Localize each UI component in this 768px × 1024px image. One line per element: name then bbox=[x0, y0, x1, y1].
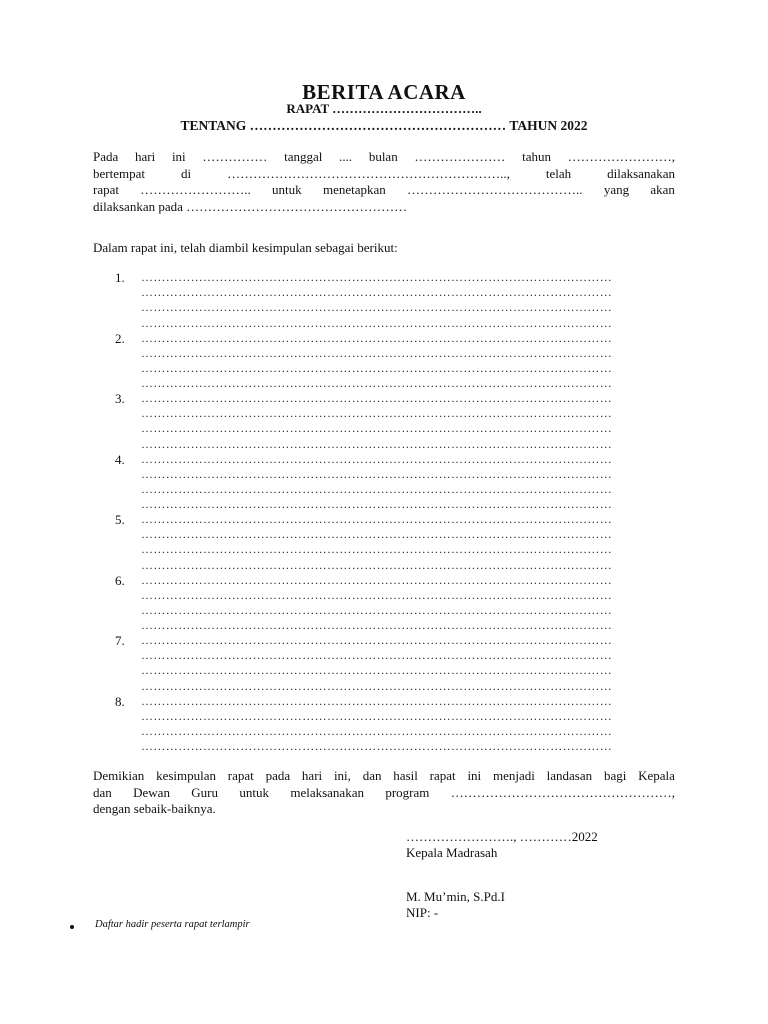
word: tahun bbox=[522, 149, 552, 164]
word: telah bbox=[545, 165, 572, 181]
word: dan bbox=[93, 784, 112, 800]
dotted-fill-line[interactable]: …………………………………………………………………………………………………… bbox=[141, 618, 613, 633]
word: Dewan bbox=[133, 784, 170, 800]
word: untuk bbox=[272, 182, 302, 197]
opening-paragraph bbox=[93, 149, 675, 215]
list-item-number: 2. bbox=[115, 330, 125, 346]
list-item bbox=[115, 633, 665, 693]
signature-date: ……………………., …………2022 bbox=[406, 829, 598, 844]
dotted-fill-line[interactable]: …………………………………………………………………………………………………… bbox=[141, 663, 613, 678]
topic-subtitle: TENTANG ………………………………………………… TAHUN 2022 bbox=[180, 118, 588, 133]
dotted-fill-line[interactable]: …………………………………………………………………………………………………… bbox=[141, 633, 613, 647]
closing-line-3: dengan sebaik-baiknya. bbox=[93, 801, 216, 816]
list-item-number: 1. bbox=[115, 270, 125, 285]
word: Demikian bbox=[93, 768, 145, 783]
word: rapat bbox=[227, 768, 254, 783]
dotted-fill-line[interactable]: …………………………………………………………………………………………………… bbox=[141, 360, 613, 375]
word: menjadi bbox=[492, 768, 535, 783]
dotted-fill-line[interactable]: …………………………………………………………………………………………………… bbox=[141, 481, 613, 496]
word: rapat bbox=[429, 768, 456, 783]
word: dilaksanakan bbox=[607, 165, 675, 181]
dotted-fill-line[interactable]: …………………………………………………………………………………………………… bbox=[141, 708, 613, 723]
footnote: Daftar hadir peserta rapat terlampir bbox=[95, 919, 250, 930]
dotted-fill-line[interactable]: …………………………………………………………………………………………………… bbox=[141, 330, 613, 345]
dotted-fill-line[interactable]: …………………………………………………………………………………………………… bbox=[141, 693, 613, 708]
list-item-number: 5. bbox=[115, 512, 125, 527]
signature-position: Kepala Madrasah bbox=[406, 845, 498, 860]
list-item bbox=[115, 694, 665, 754]
dotted-fill-line[interactable]: …………………………………………………………………………………………………… bbox=[141, 678, 613, 693]
word: akan bbox=[650, 182, 675, 197]
word: kesimpulan bbox=[156, 768, 216, 783]
list-item-number: 6. bbox=[115, 572, 125, 588]
list-item bbox=[115, 573, 665, 633]
word: hari bbox=[135, 149, 156, 164]
list-item bbox=[115, 391, 665, 451]
list-item bbox=[115, 452, 665, 512]
word: di bbox=[180, 165, 192, 181]
word: Pada bbox=[93, 149, 119, 164]
word: bulan bbox=[368, 149, 398, 164]
dotted-fill-line[interactable]: …………………………………………………………………………………………………… bbox=[141, 542, 613, 557]
document-title: BERITA ACARA bbox=[302, 80, 466, 104]
word: ……………………………………………, bbox=[450, 784, 675, 800]
dotted-fill-line[interactable]: …………………………………………………………………………………………………… bbox=[141, 406, 613, 421]
list-item-number: 4. bbox=[115, 451, 125, 467]
list-item bbox=[115, 512, 665, 572]
word: ini, bbox=[333, 768, 351, 783]
list-item-number: 3. bbox=[115, 391, 125, 406]
dotted-fill-line[interactable]: …………………………………………………………………………………………………… bbox=[141, 497, 613, 512]
list-item-number: 7. bbox=[115, 633, 125, 648]
opening-line-2 bbox=[93, 166, 675, 183]
dotted-fill-line[interactable]: …………………………………………………………………………………………………… bbox=[141, 557, 613, 572]
word: ………………………………….. bbox=[407, 182, 583, 197]
closing-paragraph bbox=[93, 768, 675, 818]
word: untuk bbox=[239, 784, 269, 800]
list-item bbox=[115, 331, 665, 391]
word: menetapkan bbox=[322, 182, 386, 197]
dotted-fill-line[interactable]: …………………………………………………………………………………………………… bbox=[141, 345, 613, 360]
word: …………………….. bbox=[140, 182, 251, 197]
word: rapat bbox=[93, 182, 119, 197]
dotted-fill-line[interactable]: …………………………………………………………………………………………………… bbox=[141, 421, 613, 436]
dotted-fill-line[interactable]: …………………………………………………………………………………………………… bbox=[141, 315, 613, 330]
word: ini bbox=[171, 149, 186, 164]
word: landasan bbox=[546, 768, 593, 783]
meeting-subtitle: RAPAT …………………………….. bbox=[286, 101, 482, 116]
dotted-fill-line[interactable]: …………………………………………………………………………………………………… bbox=[141, 285, 613, 300]
word: ……………………………………………………….., bbox=[227, 165, 510, 181]
dotted-fill-line[interactable]: …………………………………………………………………………………………………… bbox=[141, 739, 613, 754]
dotted-fill-line[interactable]: …………………………………………………………………………………………………… bbox=[141, 466, 613, 481]
word: dan bbox=[362, 768, 382, 783]
word: program bbox=[385, 784, 430, 800]
opening-line-3 bbox=[93, 182, 675, 199]
dotted-fill-line[interactable]: …………………………………………………………………………………………………… bbox=[141, 300, 613, 315]
dotted-fill-line[interactable]: …………………………………………………………………………………………………… bbox=[141, 376, 613, 391]
list-item-number: 8. bbox=[115, 693, 125, 709]
word: yang bbox=[603, 182, 630, 197]
dotted-fill-line[interactable]: …………………………………………………………………………………………………… bbox=[141, 270, 613, 284]
dotted-fill-line[interactable]: …………………………………………………………………………………………………… bbox=[141, 436, 613, 451]
dotted-fill-line[interactable]: …………………………………………………………………………………………………… bbox=[141, 602, 613, 617]
dotted-fill-line[interactable]: …………………………………………………………………………………………………… bbox=[141, 723, 613, 738]
word: bertempat bbox=[93, 165, 145, 181]
signature-nip: NIP: - bbox=[406, 905, 439, 920]
dotted-fill-line[interactable]: …………………………………………………………………………………………………… bbox=[141, 512, 613, 526]
opening-line-4: dilaksankan pada …………………………………………… bbox=[93, 198, 408, 214]
dotted-fill-line[interactable]: …………………………………………………………………………………………………… bbox=[141, 391, 613, 405]
conclusion-intro: Dalam rapat ini, telah diambil kesimpulan sebagai berikut: bbox=[93, 240, 398, 255]
word: ini bbox=[467, 768, 482, 783]
opening-line-1 bbox=[93, 149, 675, 166]
list-item bbox=[115, 270, 665, 330]
word: .... bbox=[339, 149, 353, 164]
dotted-fill-line[interactable]: …………………………………………………………………………………………………… bbox=[141, 572, 613, 587]
word: ………………… bbox=[414, 149, 506, 164]
word: ……………………, bbox=[567, 149, 675, 164]
word: hasil bbox=[393, 768, 418, 783]
word: Kepala bbox=[638, 768, 675, 783]
word: Guru bbox=[191, 784, 219, 800]
bullet-icon bbox=[70, 925, 74, 929]
dotted-fill-line[interactable]: …………………………………………………………………………………………………… bbox=[141, 648, 613, 663]
dotted-fill-line[interactable]: …………………………………………………………………………………………………… bbox=[141, 451, 613, 466]
dotted-fill-line[interactable]: …………………………………………………………………………………………………… bbox=[141, 587, 613, 602]
dotted-fill-line[interactable]: …………………………………………………………………………………………………… bbox=[141, 527, 613, 542]
word: pada bbox=[265, 768, 291, 783]
word: hari bbox=[301, 768, 323, 783]
word: tanggal bbox=[284, 149, 323, 164]
closing-line-2 bbox=[93, 785, 675, 802]
word: bagi bbox=[603, 768, 627, 783]
word: …………… bbox=[202, 149, 268, 164]
word: melaksanakan bbox=[290, 784, 364, 800]
signature-name: M. Mu’min, S.Pd.I bbox=[406, 889, 505, 904]
closing-line-1 bbox=[93, 768, 675, 785]
